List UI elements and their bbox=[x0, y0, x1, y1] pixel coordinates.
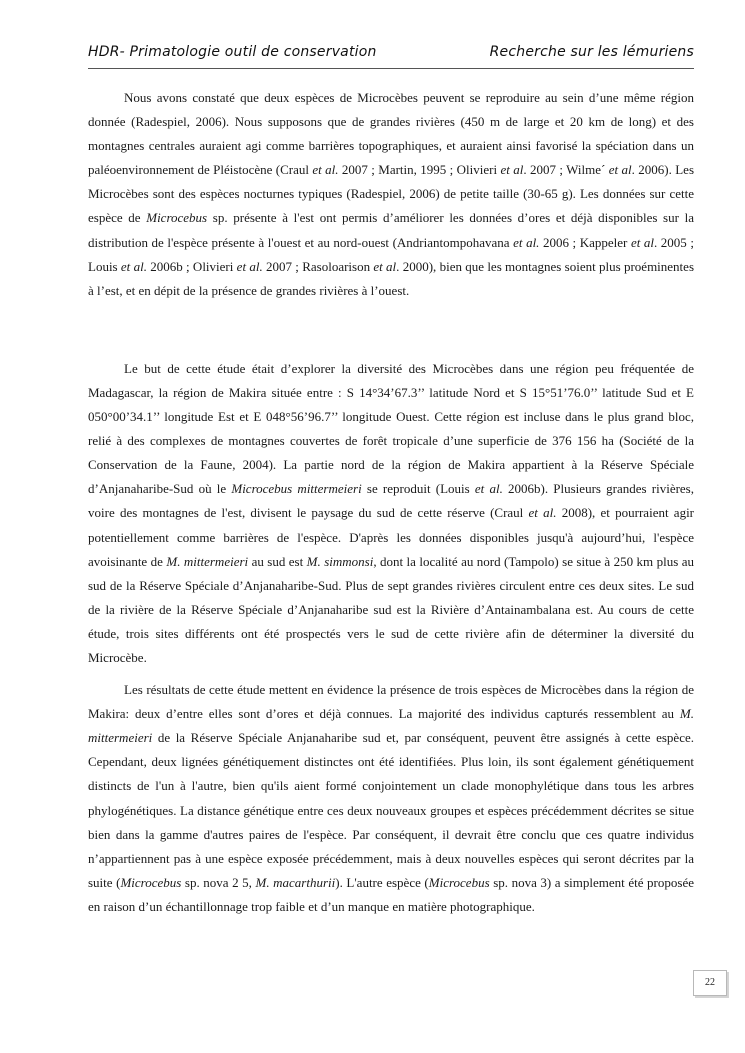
p2-text-6: , dont la localité au nord (Tampolo) se situe à 250 km plus au sud de la Réserve Spéciale d’Anjanaharibe-Sud. Plus de sept grandes rivières circulent entre ces deux sites. Le sud de la rivière de la Réserve Spéciale d’Anjanaharibe sud est la Rivière d’Antainambalana est. Au cours de cette étude, trois sites différents ont été prospectés vers le sud de cette rivière afin de déterminer la diversité du Microcèbe. bbox=[88, 553, 694, 665]
p1-text-8: 2006b ; Olivieri bbox=[146, 258, 237, 274]
p1-italic-2: et al bbox=[500, 162, 524, 178]
p3-text-1: Les résultats de cette étude mettent en évidence la présence de trois espèces de Microcèbes dans la région de Makira: deux d’entre elles sont d’ores et déjà connues. La majorité des individus capturés ressemblent au bbox=[88, 682, 694, 722]
paragraph-spacer bbox=[88, 670, 694, 678]
p1-italic-8: et al. bbox=[236, 258, 263, 274]
p2-text-2: se reproduit (Louis bbox=[361, 481, 475, 497]
p2-text-3: 2006b). Plusieurs grandes rivières, voire des montagnes de l'est, divisent le paysage du sud de cette réserve (Craul bbox=[88, 481, 694, 521]
p3-italic-3: M. macarthurii bbox=[255, 874, 336, 890]
p1-text-7: . 2005 ; Louis bbox=[88, 234, 694, 274]
p3-text-3: sp. nova 2 5, bbox=[181, 874, 256, 890]
paragraph-spacer bbox=[88, 303, 694, 357]
p3-italic-2: Microcebus bbox=[120, 874, 182, 890]
p1-text-5: sp. présente à l'est ont permis d’améliorer les données d’ores et déjà disponibles sur la distribution de l'espèce présente à l'ouest et au nord-ouest (Andriantompohavana bbox=[88, 210, 694, 250]
p2-text-5: au sud est bbox=[248, 553, 307, 569]
p1-text-2: 2007 ; Martin, 1995 ; Olivieri bbox=[338, 162, 501, 178]
header-left-title: HDR- Primatologie outil de conservation bbox=[88, 44, 377, 60]
paragraph-2 bbox=[88, 357, 694, 670]
p3-italic-4: Microcebus bbox=[428, 874, 490, 890]
p3-text-5: sp. nova 3) a simplement été proposée en raison d’un échantillonnage trop faible et d’un manque en matière photographique. bbox=[88, 874, 694, 914]
p1-text-6: 2006 ; Kappeler bbox=[539, 234, 631, 250]
p1-italic-4: Microcebus bbox=[146, 210, 208, 226]
p2-italic-5: M. simmonsi bbox=[306, 553, 374, 569]
p1-text-10: . 2000), bien que les montagnes soient plus proéminentes à l’est, et en dépit de la présence de grandes rivières à l’ouest. bbox=[88, 258, 694, 298]
page-header bbox=[88, 42, 694, 69]
document-body bbox=[88, 86, 694, 919]
header-right-title: Recherche sur les lémuriens bbox=[489, 44, 694, 60]
paragraph-3 bbox=[88, 678, 694, 919]
p2-italic-1: Microcebus mittermeieri bbox=[231, 481, 362, 497]
p1-italic-9: et al bbox=[373, 258, 397, 274]
p1-text-1: Nous avons constaté que deux espèces de Microcèbes peuvent se reproduire au sein d’une même région donnée (Radespiel, 2006). Nous supposons que de grandes rivières (450 m de large et 20 km de long) et des montagnes centrales auraient agi comme barrières topographiques, et auraient ainsi favorisé la spéciation dans un paléoenvironnement de Pléistocène (Craul bbox=[88, 90, 694, 178]
p2-italic-3: et al. bbox=[528, 505, 557, 521]
p2-italic-2: et al. bbox=[474, 481, 503, 497]
p2-text-4: 2008), et pourraient agir potentiellement comme barrières de l'espèce. D'après les données disponibles jusqu'à aujourd’hui, l'espèce avoisinante de bbox=[88, 505, 695, 569]
p2-text-1: Le but de cette étude était d’explorer la diversité des Microcèbes dans une région peu fréquentée de Madagascar, la région de Makira située entre : S 14°34’67.3’’ latitude Nord et S 15°51’76.0’’ latitude Sud et E 050°00’34.1’’ longitude Est et E 048°56’96.7’’ longitude Ouest. Cette région est incluse dans le plus grand bloc, relié à des complexes de montagnes couvertes de forêt tropicale d’une superficie de 376 156 ha (Société de la Conservation de la Faune, 2004). La partie nord de la région de Makira appartient à la Réserve Spéciale d’Anjanaharibe-Sud où le bbox=[88, 360, 694, 497]
p1-italic-7: et al. bbox=[120, 258, 147, 274]
p1-text-4: . 2006). Les Microcèbes sont des espèces nocturnes typiques (Radespiel, 2006) de petite taille (30-65 g). Les données sur cette espèce de bbox=[88, 162, 695, 226]
p1-text-9: 2007 ; Rasoloarison bbox=[262, 258, 374, 274]
p1-text-3: . 2007 ; Wilme´ bbox=[523, 162, 609, 178]
p3-text-2: de la Réserve Spéciale Anjanaharibe sud et, par conséquent, peuvent être assignés à cette espèce. Cependant, deux lignées génétiquement distinctes ont été identifiées. Plus loin, ils sont également génétiquement distincts de l'un à l'autre, bien qu'ils aient formé conjointement un clade monophylétique dans tous les arbres phylogénétiques. La distance génétique entre ces deux nouveaux groupes et espèces précédemment décrites se situe bien dans la gamme d'autres paires de l'espèce. Par conséquent, il devrait être conclu que ces quatre individus n’appartiennent pas à une espèce exposée précédemment, mais à deux nouvelles espèces qui seront décrites par la suite ( bbox=[88, 730, 694, 890]
p3-italic-1: M. mittermeieri bbox=[88, 706, 694, 746]
p2-italic-4: M. mittermeieri bbox=[166, 553, 249, 569]
p1-italic-3: et al bbox=[608, 162, 632, 178]
p1-italic-6: et al bbox=[630, 234, 654, 250]
p3-text-4: ). L'autre espèce ( bbox=[335, 874, 429, 890]
page-number: 22 bbox=[693, 970, 727, 996]
paragraph-1 bbox=[88, 86, 694, 303]
p1-italic-1: et al. bbox=[312, 162, 339, 178]
p1-italic-5: et al. bbox=[513, 234, 540, 250]
